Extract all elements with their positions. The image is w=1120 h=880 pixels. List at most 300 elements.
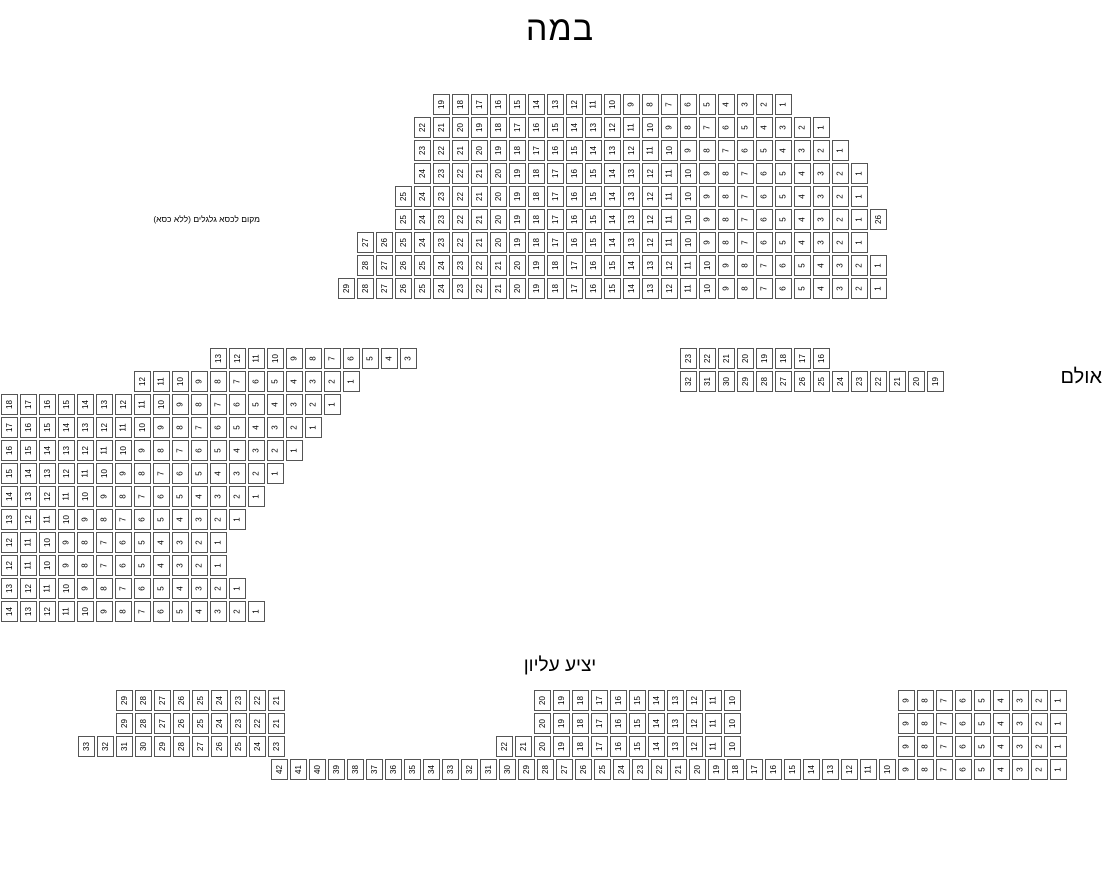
seat[interactable] <box>1 486 18 507</box>
seat[interactable] <box>756 278 773 299</box>
seat[interactable] <box>461 759 478 780</box>
seat[interactable] <box>661 278 678 299</box>
seat[interactable] <box>699 255 716 276</box>
seat[interactable] <box>509 232 526 253</box>
seat[interactable] <box>433 140 450 161</box>
seat[interactable] <box>1 578 18 599</box>
seat[interactable] <box>813 255 830 276</box>
seat[interactable] <box>718 209 735 230</box>
seat[interactable] <box>775 209 792 230</box>
seat[interactable] <box>1031 690 1048 711</box>
seat[interactable] <box>134 601 151 622</box>
seat[interactable] <box>433 278 450 299</box>
seat[interactable] <box>249 713 266 734</box>
seat[interactable] <box>58 578 75 599</box>
seat[interactable] <box>537 759 554 780</box>
seat[interactable] <box>490 117 507 138</box>
seat[interactable] <box>813 117 830 138</box>
seat[interactable] <box>680 140 697 161</box>
seat[interactable] <box>39 532 56 553</box>
seat[interactable] <box>718 94 735 115</box>
seat[interactable] <box>135 713 152 734</box>
seat[interactable] <box>515 736 532 757</box>
seat[interactable] <box>471 232 488 253</box>
seat[interactable] <box>452 255 469 276</box>
seat[interactable] <box>585 163 602 184</box>
seat[interactable] <box>604 278 621 299</box>
seat[interactable] <box>642 94 659 115</box>
seat[interactable] <box>210 463 227 484</box>
seat[interactable] <box>699 186 716 207</box>
seat[interactable] <box>343 348 360 369</box>
seat[interactable] <box>756 140 773 161</box>
seat[interactable] <box>381 348 398 369</box>
seat[interactable] <box>414 163 431 184</box>
seat[interactable] <box>58 486 75 507</box>
seat[interactable] <box>172 486 189 507</box>
seat[interactable] <box>518 759 535 780</box>
seat[interactable] <box>230 713 247 734</box>
seat[interactable] <box>724 736 741 757</box>
seat[interactable] <box>623 117 640 138</box>
seat[interactable] <box>509 209 526 230</box>
seat[interactable] <box>153 417 170 438</box>
seat[interactable] <box>77 532 94 553</box>
seat[interactable] <box>452 209 469 230</box>
seat[interactable] <box>566 209 583 230</box>
seat[interactable] <box>211 690 228 711</box>
seat[interactable] <box>116 736 133 757</box>
seat[interactable] <box>547 117 564 138</box>
seat[interactable] <box>385 759 402 780</box>
seat[interactable] <box>509 94 526 115</box>
seat[interactable] <box>490 255 507 276</box>
seat[interactable] <box>414 255 431 276</box>
seat[interactable] <box>172 532 189 553</box>
seat[interactable] <box>77 417 94 438</box>
seat[interactable] <box>613 759 630 780</box>
seat[interactable] <box>898 736 915 757</box>
seat[interactable] <box>39 555 56 576</box>
seat[interactable] <box>566 117 583 138</box>
seat[interactable] <box>699 94 716 115</box>
seat[interactable] <box>756 209 773 230</box>
seat[interactable] <box>490 94 507 115</box>
seat[interactable] <box>433 232 450 253</box>
seat[interactable] <box>471 278 488 299</box>
seat[interactable] <box>898 713 915 734</box>
seat[interactable] <box>718 186 735 207</box>
seat[interactable] <box>153 440 170 461</box>
seat[interactable] <box>585 94 602 115</box>
seat[interactable] <box>591 713 608 734</box>
seat[interactable] <box>623 163 640 184</box>
seat[interactable] <box>591 736 608 757</box>
seat[interactable] <box>756 186 773 207</box>
seat[interactable] <box>775 232 792 253</box>
seat[interactable] <box>1050 759 1067 780</box>
seat[interactable] <box>39 601 56 622</box>
seat[interactable] <box>172 371 189 392</box>
seat[interactable] <box>115 440 132 461</box>
seat[interactable] <box>191 417 208 438</box>
seat[interactable] <box>927 371 944 392</box>
seat[interactable] <box>172 555 189 576</box>
seat[interactable] <box>366 759 383 780</box>
seat[interactable] <box>604 209 621 230</box>
seat[interactable] <box>210 417 227 438</box>
seat[interactable] <box>509 140 526 161</box>
seat[interactable] <box>553 690 570 711</box>
seat[interactable] <box>96 463 113 484</box>
seat[interactable] <box>642 117 659 138</box>
seat[interactable] <box>553 713 570 734</box>
seat[interactable] <box>471 117 488 138</box>
seat[interactable] <box>58 463 75 484</box>
seat[interactable] <box>566 94 583 115</box>
seat[interactable] <box>77 486 94 507</box>
seat[interactable] <box>642 209 659 230</box>
seat[interactable] <box>1012 713 1029 734</box>
seat[interactable] <box>547 186 564 207</box>
seat[interactable] <box>96 578 113 599</box>
seat[interactable] <box>96 555 113 576</box>
seat[interactable] <box>680 163 697 184</box>
seat[interactable] <box>585 209 602 230</box>
seat[interactable] <box>718 117 735 138</box>
seat[interactable] <box>20 394 37 415</box>
seat[interactable] <box>268 736 285 757</box>
seat[interactable] <box>433 117 450 138</box>
seat[interactable] <box>604 232 621 253</box>
seat[interactable] <box>490 186 507 207</box>
seat[interactable] <box>832 209 849 230</box>
seat[interactable] <box>794 232 811 253</box>
seat[interactable] <box>211 736 228 757</box>
seat[interactable] <box>547 140 564 161</box>
seat[interactable] <box>572 690 589 711</box>
seat[interactable] <box>572 713 589 734</box>
seat[interactable] <box>153 532 170 553</box>
seat[interactable] <box>496 736 513 757</box>
seat[interactable] <box>1 394 18 415</box>
seat[interactable] <box>775 371 792 392</box>
seat[interactable] <box>724 690 741 711</box>
seat[interactable] <box>813 232 830 253</box>
seat[interactable] <box>1 555 18 576</box>
seat[interactable] <box>191 440 208 461</box>
seat[interactable] <box>623 94 640 115</box>
seat[interactable] <box>528 117 545 138</box>
seat[interactable] <box>547 232 564 253</box>
seat[interactable] <box>229 601 246 622</box>
seat[interactable] <box>172 509 189 530</box>
seat[interactable] <box>77 509 94 530</box>
seat[interactable] <box>414 209 431 230</box>
seat[interactable] <box>305 394 322 415</box>
seat[interactable] <box>172 463 189 484</box>
seat[interactable] <box>115 601 132 622</box>
seat[interactable] <box>357 278 374 299</box>
seat[interactable] <box>452 232 469 253</box>
seat[interactable] <box>414 232 431 253</box>
seat[interactable] <box>623 186 640 207</box>
seat[interactable] <box>210 371 227 392</box>
seat[interactable] <box>566 255 583 276</box>
seat[interactable] <box>756 371 773 392</box>
seat[interactable] <box>471 209 488 230</box>
seat[interactable] <box>324 394 341 415</box>
seat[interactable] <box>699 163 716 184</box>
seat[interactable] <box>898 690 915 711</box>
seat[interactable] <box>134 394 151 415</box>
seat[interactable] <box>718 140 735 161</box>
seat[interactable] <box>699 117 716 138</box>
seat[interactable] <box>775 348 792 369</box>
seat[interactable] <box>134 555 151 576</box>
seat[interactable] <box>699 278 716 299</box>
seat[interactable] <box>96 601 113 622</box>
seat[interactable] <box>974 759 991 780</box>
seat[interactable] <box>689 759 706 780</box>
seat[interactable] <box>623 232 640 253</box>
seat[interactable] <box>191 394 208 415</box>
seat[interactable] <box>268 713 285 734</box>
seat[interactable] <box>414 117 431 138</box>
seat[interactable] <box>775 140 792 161</box>
seat[interactable] <box>490 140 507 161</box>
seat[interactable] <box>851 163 868 184</box>
seat[interactable] <box>452 278 469 299</box>
seat[interactable] <box>20 486 37 507</box>
seat[interactable] <box>210 555 227 576</box>
seat[interactable] <box>680 117 697 138</box>
seat[interactable] <box>547 209 564 230</box>
seat[interactable] <box>173 690 190 711</box>
seat[interactable] <box>699 232 716 253</box>
seat[interactable] <box>680 94 697 115</box>
seat[interactable] <box>1012 690 1029 711</box>
seat[interactable] <box>604 163 621 184</box>
seat[interactable] <box>974 690 991 711</box>
seat[interactable] <box>172 601 189 622</box>
seat[interactable] <box>414 186 431 207</box>
seat[interactable] <box>737 163 754 184</box>
seat[interactable] <box>153 555 170 576</box>
seat[interactable] <box>610 736 627 757</box>
seat[interactable] <box>134 440 151 461</box>
seat[interactable] <box>813 278 830 299</box>
seat[interactable] <box>775 278 792 299</box>
seat[interactable] <box>115 509 132 530</box>
seat[interactable] <box>471 255 488 276</box>
seat[interactable] <box>442 759 459 780</box>
seat[interactable] <box>249 690 266 711</box>
seat[interactable] <box>153 601 170 622</box>
seat[interactable] <box>851 209 868 230</box>
seat[interactable] <box>357 232 374 253</box>
seat[interactable] <box>775 186 792 207</box>
seat[interactable] <box>154 736 171 757</box>
seat[interactable] <box>267 463 284 484</box>
seat[interactable] <box>376 232 393 253</box>
seat[interactable] <box>908 371 925 392</box>
seat[interactable] <box>357 255 374 276</box>
seat[interactable] <box>993 736 1010 757</box>
seat[interactable] <box>604 117 621 138</box>
seat[interactable] <box>648 713 665 734</box>
seat[interactable] <box>480 759 497 780</box>
seat[interactable] <box>286 440 303 461</box>
seat[interactable] <box>115 578 132 599</box>
seat[interactable] <box>955 759 972 780</box>
seat[interactable] <box>433 163 450 184</box>
seat[interactable] <box>585 232 602 253</box>
seat[interactable] <box>153 578 170 599</box>
seat[interactable] <box>917 759 934 780</box>
seat[interactable] <box>528 232 545 253</box>
seat[interactable] <box>58 417 75 438</box>
seat[interactable] <box>648 736 665 757</box>
seat[interactable] <box>229 371 246 392</box>
seat[interactable] <box>737 255 754 276</box>
seat[interactable] <box>756 348 773 369</box>
seat[interactable] <box>528 94 545 115</box>
seat[interactable] <box>267 394 284 415</box>
seat[interactable] <box>324 371 341 392</box>
seat[interactable] <box>547 278 564 299</box>
seat[interactable] <box>452 94 469 115</box>
seat[interactable] <box>699 371 716 392</box>
seat[interactable] <box>286 371 303 392</box>
seat[interactable] <box>813 140 830 161</box>
seat[interactable] <box>305 417 322 438</box>
seat[interactable] <box>955 713 972 734</box>
seat[interactable] <box>154 713 171 734</box>
seat[interactable] <box>39 463 56 484</box>
seat[interactable] <box>623 255 640 276</box>
seat[interactable] <box>528 255 545 276</box>
seat[interactable] <box>290 759 307 780</box>
seat[interactable] <box>566 232 583 253</box>
seat[interactable] <box>1050 736 1067 757</box>
seat[interactable] <box>210 440 227 461</box>
seat[interactable] <box>775 117 792 138</box>
seat[interactable] <box>667 736 684 757</box>
seat[interactable] <box>78 736 95 757</box>
seat[interactable] <box>96 486 113 507</box>
seat[interactable] <box>1 509 18 530</box>
seat[interactable] <box>172 440 189 461</box>
seat[interactable] <box>547 255 564 276</box>
seat[interactable] <box>452 163 469 184</box>
seat[interactable] <box>794 140 811 161</box>
seat[interactable] <box>96 440 113 461</box>
seat[interactable] <box>134 486 151 507</box>
seat[interactable] <box>727 759 744 780</box>
seat[interactable] <box>271 759 288 780</box>
seat[interactable] <box>347 759 364 780</box>
seat[interactable] <box>210 601 227 622</box>
seat[interactable] <box>661 232 678 253</box>
seat[interactable] <box>632 759 649 780</box>
seat[interactable] <box>585 255 602 276</box>
seat[interactable] <box>96 532 113 553</box>
seat[interactable] <box>547 163 564 184</box>
seat[interactable] <box>610 713 627 734</box>
seat[interactable] <box>870 278 887 299</box>
seat[interactable] <box>756 163 773 184</box>
seat[interactable] <box>642 232 659 253</box>
seat[interactable] <box>395 232 412 253</box>
seat[interactable] <box>229 509 246 530</box>
seat[interactable] <box>433 255 450 276</box>
seat[interactable] <box>97 736 114 757</box>
seat[interactable] <box>490 278 507 299</box>
seat[interactable] <box>433 94 450 115</box>
seat[interactable] <box>471 163 488 184</box>
seat[interactable] <box>192 736 209 757</box>
seat[interactable] <box>993 690 1010 711</box>
seat[interactable] <box>661 140 678 161</box>
seat[interactable] <box>670 759 687 780</box>
seat[interactable] <box>794 117 811 138</box>
seat[interactable] <box>629 736 646 757</box>
seat[interactable] <box>623 209 640 230</box>
seat[interactable] <box>832 140 849 161</box>
seat[interactable] <box>642 255 659 276</box>
seat[interactable] <box>528 140 545 161</box>
seat[interactable] <box>248 394 265 415</box>
seat[interactable] <box>153 486 170 507</box>
seat[interactable] <box>433 209 450 230</box>
seat[interactable] <box>172 394 189 415</box>
seat[interactable] <box>936 736 953 757</box>
seat[interactable] <box>58 509 75 530</box>
seat[interactable] <box>1012 736 1029 757</box>
seat[interactable] <box>575 759 592 780</box>
seat[interactable] <box>1 532 18 553</box>
seat[interactable] <box>648 690 665 711</box>
seat[interactable] <box>267 417 284 438</box>
seat[interactable] <box>248 348 265 369</box>
seat[interactable] <box>832 163 849 184</box>
seat[interactable] <box>794 278 811 299</box>
seat[interactable] <box>737 371 754 392</box>
seat[interactable] <box>572 736 589 757</box>
seat[interactable] <box>229 417 246 438</box>
seat[interactable] <box>154 690 171 711</box>
seat[interactable] <box>724 713 741 734</box>
seat[interactable] <box>1 440 18 461</box>
seat[interactable] <box>324 348 341 369</box>
seat[interactable] <box>746 759 763 780</box>
seat[interactable] <box>680 278 697 299</box>
seat[interactable] <box>305 371 322 392</box>
seat[interactable] <box>229 348 246 369</box>
seat[interactable] <box>680 255 697 276</box>
seat[interactable] <box>77 463 94 484</box>
seat[interactable] <box>77 578 94 599</box>
seat[interactable] <box>248 371 265 392</box>
seat[interactable] <box>917 736 934 757</box>
seat[interactable] <box>610 690 627 711</box>
seat[interactable] <box>528 186 545 207</box>
seat[interactable] <box>172 417 189 438</box>
seat[interactable] <box>286 394 303 415</box>
seat[interactable] <box>604 186 621 207</box>
seat[interactable] <box>870 371 887 392</box>
